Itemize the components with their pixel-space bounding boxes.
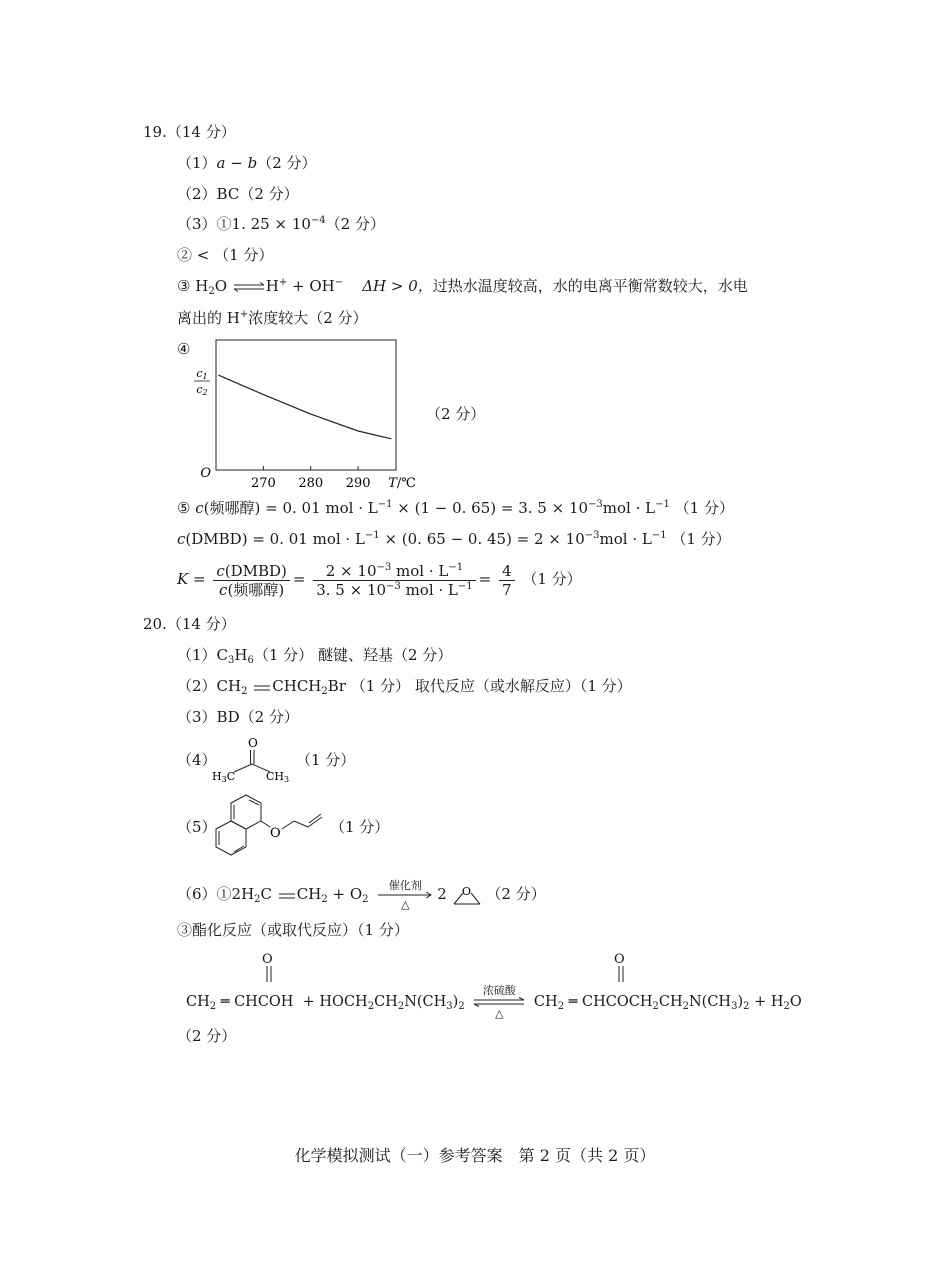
origin-label: O bbox=[200, 466, 211, 481]
methyl-left: H3C bbox=[212, 770, 236, 784]
q19-part3-2: ② < （1 分） bbox=[177, 246, 274, 264]
q20-part4-score: （1 分） bbox=[296, 751, 356, 769]
q19-part3-5-line2: c(DMBD) = 0. 01 mol · $L^{-1} \times (0$. 65 − 0. $45) = 2 \times 10^{-3}mol \cdot L^{-1}$ （1 分） bbox=[177, 530, 731, 548]
q20-part2: $(2)CH_2$ $CHCH_2Br$ （1 分） 取代反应（或水解反应）（1 分） bbox=[177, 677, 632, 697]
q20-part5-score: （1 分） bbox=[330, 818, 390, 836]
q20-part6-3: ③酯化反应（或取代反应）（1 分） bbox=[177, 921, 409, 939]
q20-part6-1: $(6)①2H_2C$ $CH_2 + O_2$ 催化剂 △ 2 O （2 分） bbox=[177, 879, 546, 911]
q19-part3-5-line3: K = $\frac{\text{c(DMBD)}}{\text{c(频哪醇)}}$ = $\frac{2 \times 10^{-3} mol \cdot L^{-1}}{3. 5 \times 10^{-3} mol \cdot L^{-1}}$ = $\frac{4}{7}$ （1 分） bbox=[177, 561, 582, 599]
svg-text:O: O bbox=[461, 885, 471, 898]
reversible-arrow-acid: 浓硫酸 △ bbox=[473, 984, 525, 1020]
page-footer: 化学模拟测试（一）参考答案 第 2 页（共 2 页） bbox=[294, 1146, 656, 1165]
methyl-right: CH3 bbox=[266, 770, 290, 784]
q19-header: 19.（14 分） bbox=[143, 123, 236, 141]
q19-part3-3: ③ $H_2O$ H+ + OH− ΔH > 0，过热水温度较高，水的电离平衡常数较大，水电 bbox=[177, 277, 748, 297]
q19-part3-4-label: ④ bbox=[177, 340, 191, 358]
carbonyl-bond-2 bbox=[617, 966, 625, 982]
esterification-equation: $CH_2$ ═ CHCOH + $HOCH_2CH_2N(CH_3)_2$ 浓硫酸 △ $CH_2$ ═ $CHCOCH_2CH_2N(CH_3)_2 + H_2O$ bbox=[186, 984, 802, 1020]
ether-oxygen: O bbox=[270, 826, 281, 841]
q19-part2: （2）BC（2 分） bbox=[177, 185, 299, 203]
q20-part3: （3）BD（2 分） bbox=[177, 708, 299, 726]
chart-frame bbox=[216, 340, 396, 470]
series-line bbox=[218, 375, 391, 439]
y-label-den: c2 bbox=[196, 383, 208, 397]
carbonyl-o-2: O bbox=[614, 952, 625, 967]
q19-part3-5-line1: ⑤ c(频哪醇) = 0. 01 mol · $L^{-1} \times (1 - 0$. 65) = 3. $5 \times 10^{-3}mol \cdot L^{-1}$ （1 分） bbox=[177, 499, 734, 517]
x-tick-label: 290 bbox=[345, 476, 371, 491]
naphthyl-allyl-ether-structure bbox=[208, 793, 338, 863]
x-tick-label: 270 bbox=[250, 476, 276, 491]
q19-part3-3-cont: 离出的 H+浓度较大（2 分） bbox=[177, 309, 368, 327]
k-fraction-right: $\frac{4}{7}$ bbox=[499, 562, 515, 599]
q20-part4-label: （4） bbox=[177, 751, 217, 769]
y-label-num: c1 bbox=[196, 367, 208, 381]
oxygen-label: O bbox=[248, 736, 258, 750]
x-tick-label: 280 bbox=[298, 476, 324, 491]
q20-part1: $(1)C_3H_6(1$ 分） 醚键、羟基（2 分） bbox=[177, 646, 453, 666]
ratio-temperature-chart bbox=[190, 335, 416, 495]
k-fraction-middle: $\frac{2 \times 10^{-3} mol \cdot L^{-1}}{3. 5 \times 10^{-3} mol \cdot L^{-1}}$ bbox=[313, 562, 475, 599]
q20-header: 20.（14 分） bbox=[143, 615, 236, 633]
k-fraction-left: $\frac{\text{c(DMBD)}}{\text{c(频哪醇)}}$ bbox=[213, 562, 290, 599]
equilibrium-arrow bbox=[232, 277, 266, 297]
q19-part3-4-score: （2 分） bbox=[426, 405, 486, 423]
q20-part5-label: （5） bbox=[177, 818, 217, 836]
reaction-arrow-catalyst: 催化剂 △ bbox=[377, 879, 433, 911]
q19-part3-1: （3）①1. $25 \times 10^{-4}(2$ 分） bbox=[177, 215, 385, 233]
ethylene-oxide-icon bbox=[452, 884, 482, 906]
carbonyl-o-1: O bbox=[262, 952, 273, 967]
x-axis-label: T/℃ bbox=[388, 476, 416, 491]
carbonyl-bond-1 bbox=[265, 966, 273, 982]
acetone-structure bbox=[210, 734, 300, 784]
q20-last-score: （2 分） bbox=[177, 1027, 237, 1045]
q19-part1: （1）a − b（2 分） bbox=[177, 154, 317, 172]
